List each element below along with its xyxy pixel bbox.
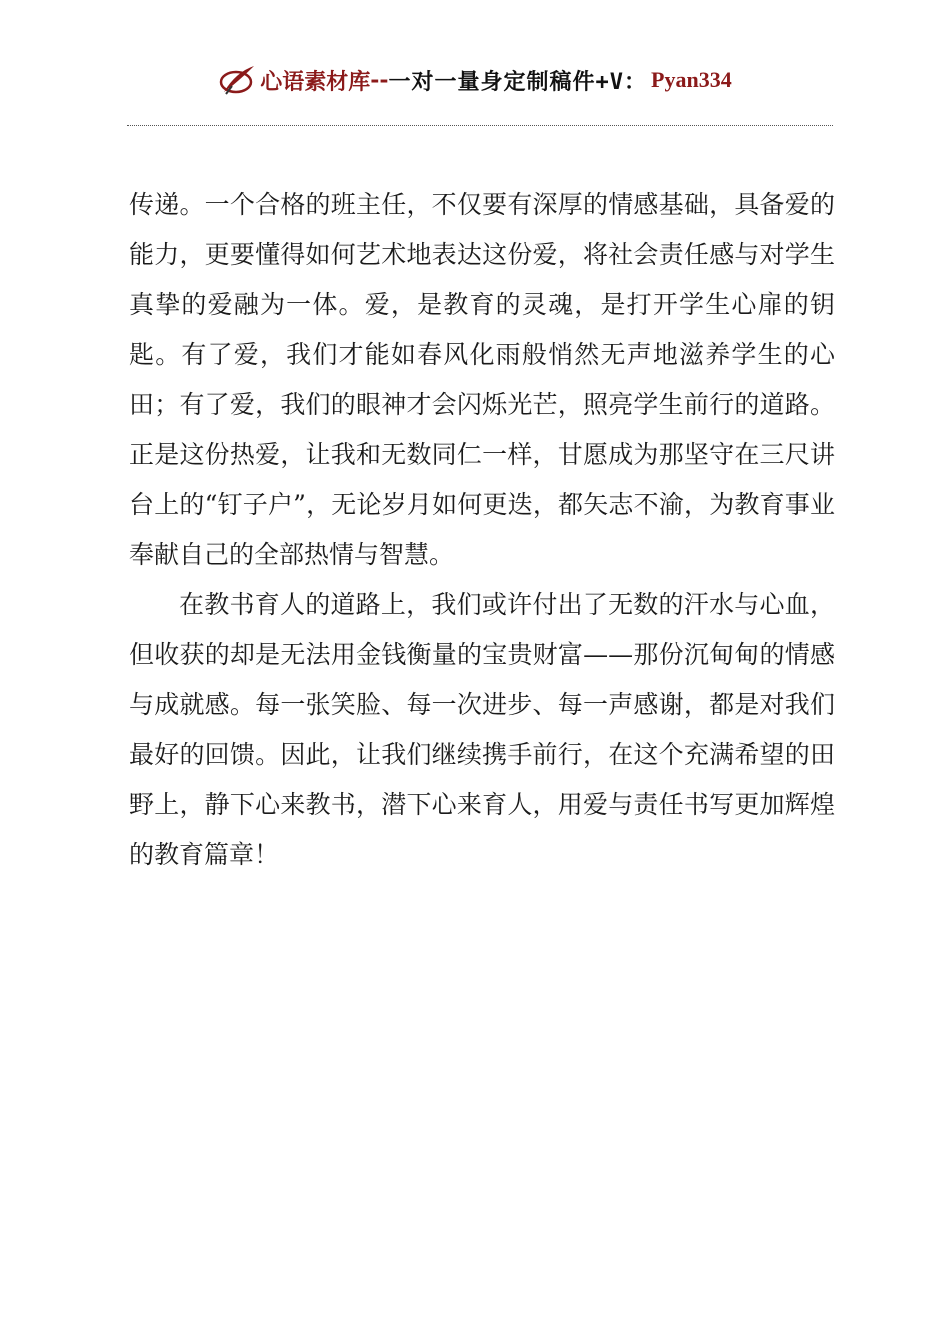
document-body xyxy=(129,180,835,880)
header-divider xyxy=(127,125,833,126)
header-separator: -- xyxy=(370,67,389,93)
quill-pen-logo-icon xyxy=(218,62,258,98)
paragraph-1: 传递。一个合格的班主任，不仅要有深厚的情感基础，具备爱的能力，更要懂得如何艺术地表达这份爱，将社会责任感与对学生真挚的爱融为一体。爱，是教育的灵魂，是打开学生心扉的钥匙。有了爱，我们才能如春风化雨般悄然无声地滋养学生的心田；有了爱，我们的眼神才会闪烁光芒，照亮学生前行的道路。正是这份热爱，让我和无数同仁一样，甘愿成为那坚守在三尺讲台上的“钉子户”，无论岁月如何更迭，都矢志不渝，为教育事业奉献自己的全部热情与智慧。 xyxy=(129,190,835,569)
header-contact: Pyan334 xyxy=(651,67,732,92)
paragraph-2: 在教书育人的道路上，我们或许付出了无数的汗水与心血，但收获的却是无法用金钱衡量的宝贵财富——那份沉甸甸的情感与成就感。每一张笑脸、每一次进步、每一声感谢，都是对我们最好的回馈。因此，让我们继续携手前行，在这个充满希望的田野上，静下心来教书，潜下心来育人，用爱与责任书写更加辉煌的教育篇章！ xyxy=(129,590,835,869)
brand-name: 心语素材库 xyxy=(260,68,371,95)
header-tagline: 一对一量身定制稿件+V： xyxy=(388,69,648,95)
page-header xyxy=(0,62,950,98)
